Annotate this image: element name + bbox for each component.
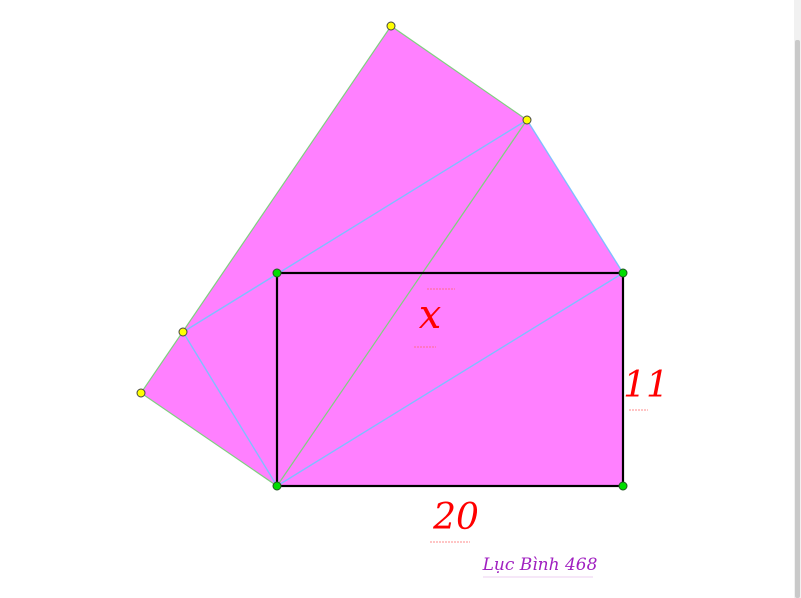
scrollbar-track[interactable]	[794, 0, 801, 598]
label-side-20: 20	[433, 497, 479, 538]
point-green-top-left[interactable]	[273, 269, 281, 277]
point-yellow-right[interactable]	[523, 116, 531, 124]
point-green-bottom-left[interactable]	[273, 482, 281, 490]
point-green-top-right[interactable]	[619, 269, 627, 277]
label-x: x	[418, 292, 442, 338]
point-yellow-mid-left[interactable]	[179, 328, 187, 336]
point-yellow-top[interactable]	[387, 22, 395, 30]
scrollbar-thumb[interactable]	[795, 40, 800, 598]
point-yellow-left[interactable]	[137, 389, 145, 397]
signature: Lục Bình 468	[482, 555, 598, 575]
point-green-bottom-right[interactable]	[619, 482, 627, 490]
label-side-11: 11	[623, 365, 669, 406]
